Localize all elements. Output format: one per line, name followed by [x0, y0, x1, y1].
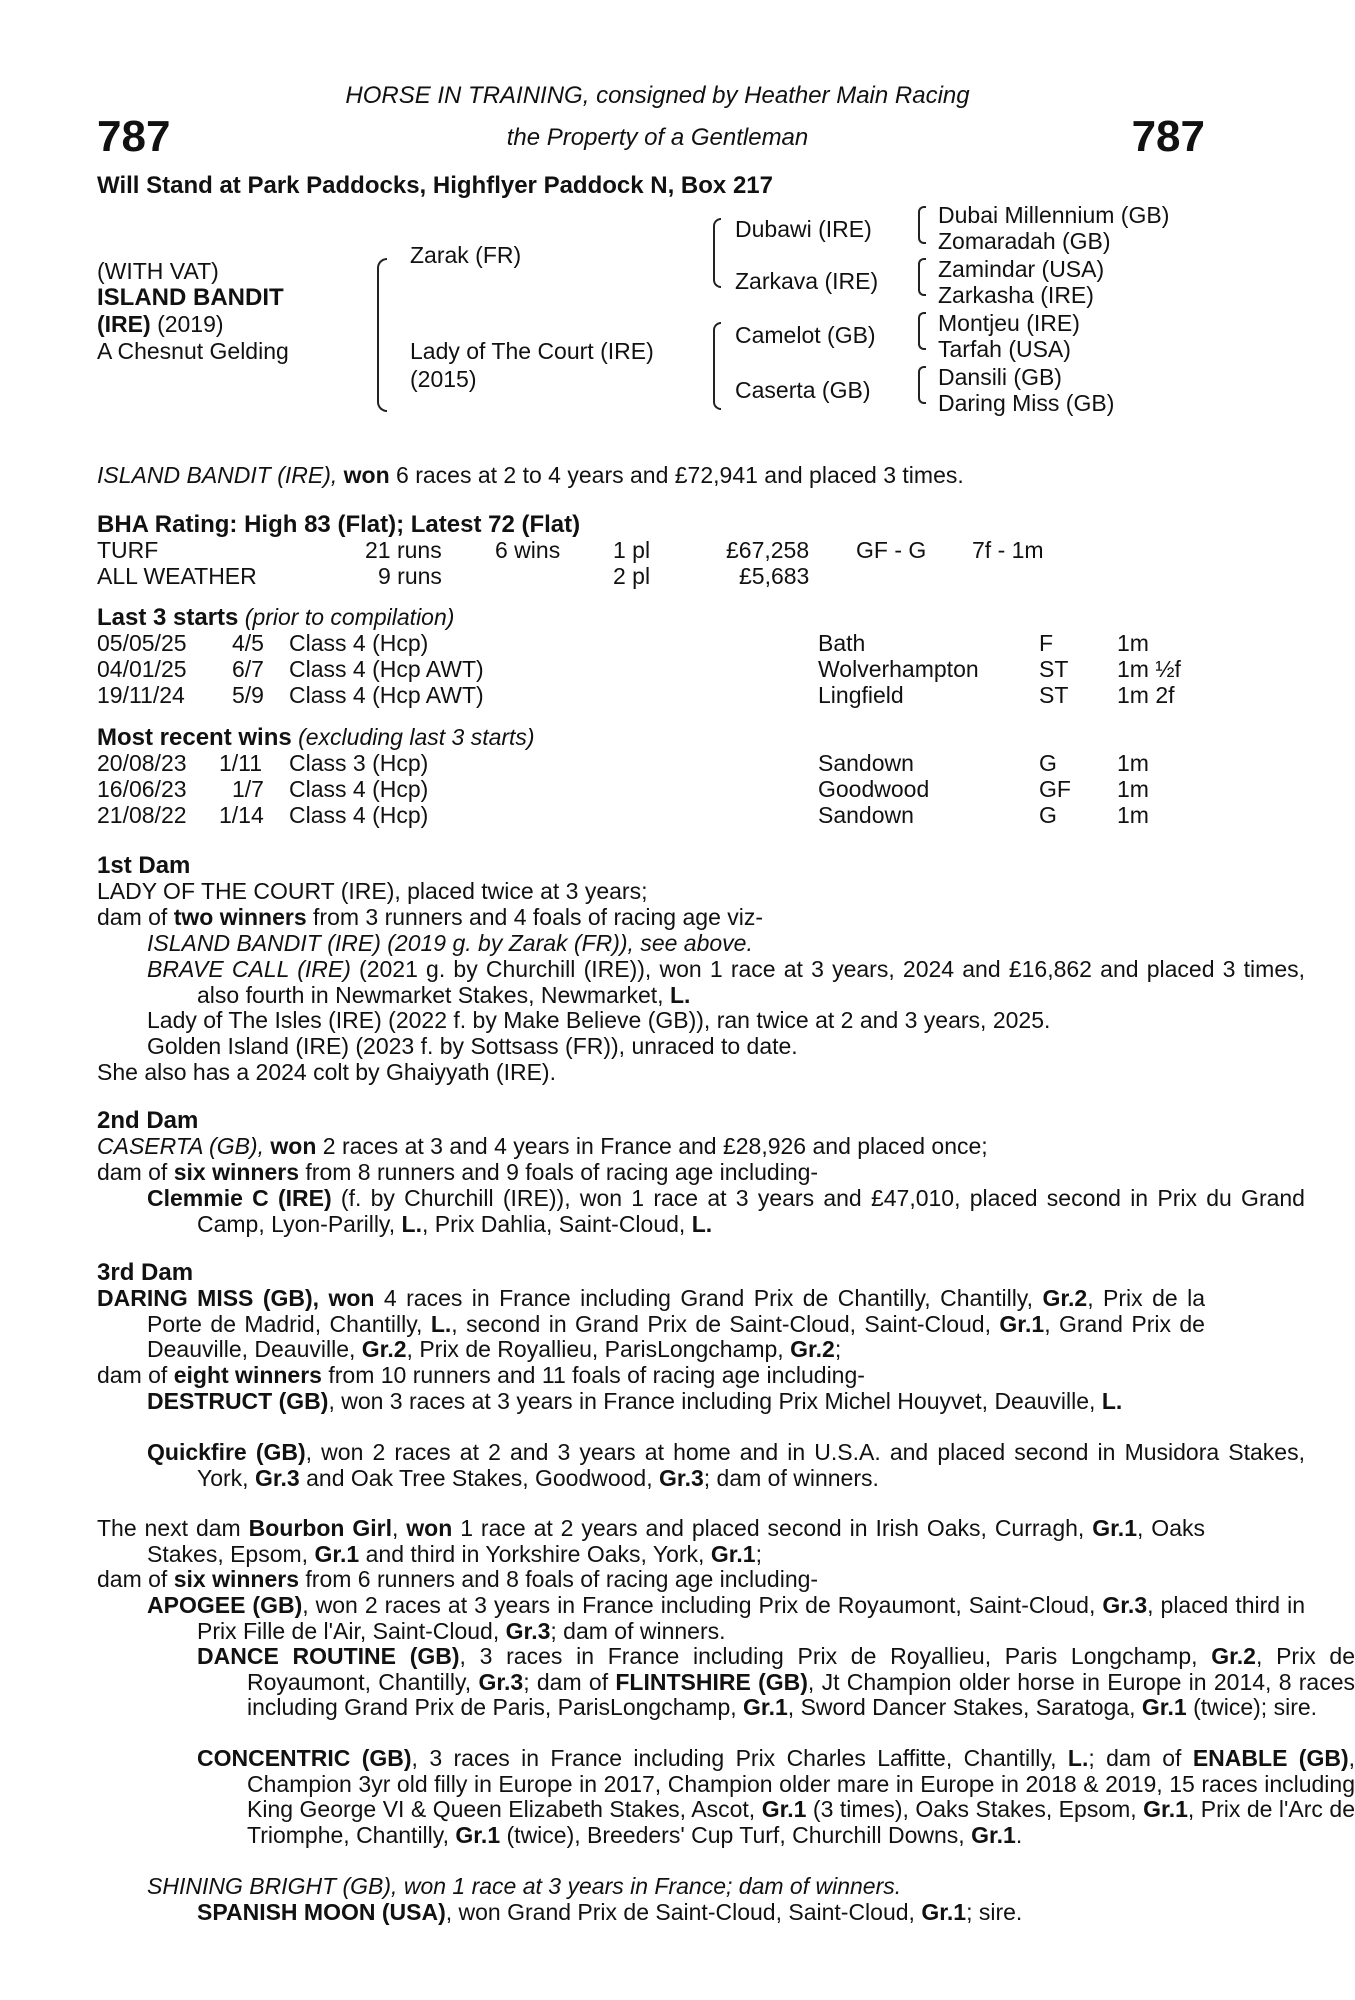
- next-apogee: APOGEE (GB), won 2 races at 3 years in France including Prix de Royaumont, Saint-Cloud, Gr.3, placed third in Prix Fille de l'Air, Saint-Cloud, Gr.3; dam of winners.: [147, 1592, 1305, 1644]
- ped-ssd: Zomaradah (GB): [938, 228, 1111, 254]
- dam-sire: Camelot (GB): [735, 322, 876, 348]
- dam3-daring-miss: DARING MISS (GB), won 4 races in France including Grand Prix de Chantilly, Chantilly, Gr.2, Prix de la Porte de Madrid, Chantilly, L., second in Grand Prix de Saint-Cloud, Saint-Cloud, Gr.1, Grand Prix de Deauville, Deauville, Gr.2, Prix de Royallieu, ParisLongchamp, Gr.2;: [97, 1285, 1205, 1362]
- ped-sss: Dubai Millennium (GB): [938, 202, 1170, 228]
- sire-dam: Zarkava (IRE): [735, 268, 879, 294]
- horse-country-year: [97, 311, 224, 338]
- brace-sire: [713, 218, 721, 288]
- horse-country: (IRE): [97, 311, 151, 337]
- pedigree-brace-main: [377, 258, 387, 412]
- dam-dam: Caserta (GB): [735, 377, 871, 403]
- brace-dd: [918, 366, 926, 404]
- horse-description: A Chesnut Gelding: [97, 338, 289, 364]
- consignor-line: HORSE IN TRAINING, consigned by Heather Main Racing: [345, 82, 970, 109]
- dam1-heading: 1st Dam: [97, 852, 191, 879]
- dam2-line2: dam of six winners from 8 runners and 9 foals of racing age including-: [97, 1159, 819, 1185]
- ped-ddd: Daring Miss (GB): [938, 390, 1115, 416]
- race-summary: ISLAND BANDIT (IRE), won 6 races at 2 to 4 years and £72,941 and placed 3 times.: [97, 462, 964, 488]
- next-dam-bourbon-girl: The next dam Bourbon Girl, won 1 race at 2 years and placed second in Irish Oaks, Curragh, Gr.1, Oaks Stakes, Epsom, Gr.1 and third in Yorkshire Oaks, York, Gr.1;: [97, 1515, 1205, 1567]
- next-dam-line2: dam of six winners from 6 runners and 8 foals of racing age including-: [97, 1566, 819, 1592]
- lot-number-left: 787: [97, 112, 171, 161]
- dam1-line3: ISLAND BANDIT (IRE) (2019 g. by Zarak (FR)), see above.: [147, 930, 753, 956]
- dam3-quickfire: Quickfire (GB), won 2 races at 2 and 3 years at home and in U.S.A. and placed second in Musidora Stakes, York, Gr.3 and Oak Tree Stakes, Goodwood, Gr.3; dam of winners.: [147, 1439, 1305, 1491]
- brace-dam: [713, 322, 721, 410]
- ped-dsd: Tarfah (USA): [938, 336, 1071, 362]
- dam: Lady of The Court (IRE): [410, 338, 654, 364]
- brace-ss: [918, 206, 926, 244]
- dam1-line6: Golden Island (IRE) (2023 f. by Sottsass (FR)), unraced to date.: [147, 1033, 798, 1059]
- ped-dss: Montjeu (IRE): [938, 310, 1080, 336]
- dam-year: (2015): [410, 366, 477, 392]
- dam1-line2: dam of two winners from 3 runners and 4 foals of racing age viz-: [97, 904, 764, 930]
- dam1-line1: LADY OF THE COURT (IRE), placed twice at 3 years;: [97, 878, 648, 904]
- dam2-clemmie: Clemmie C (IRE) (f. by Churchill (IRE)), won 1 race at 3 years and £47,010, placed second in Prix du Grand Camp, Lyon-Parilly, L., Prix Dahlia, Saint-Cloud, L.: [147, 1185, 1305, 1237]
- next-spanish-moon: SPANISH MOON (USA), won Grand Prix de Saint-Cloud, Saint-Cloud, Gr.1; sire.: [197, 1899, 1023, 1925]
- dam3-heading: 3rd Dam: [97, 1259, 194, 1286]
- sire: Zarak (FR): [410, 242, 522, 268]
- dam1-brave-call: BRAVE CALL (IRE) (2021 g. by Churchill (IRE)), won 1 race at 3 years, 2024 and £16,862 and placed 3 times, also fourth in Newmarket Stakes, Newmarket, L.: [147, 956, 1305, 1008]
- bha-rating: BHA Rating: High 83 (Flat); Latest 72 (Flat): [97, 511, 581, 538]
- dam2-line1: CASERTA (GB), won 2 races at 3 and 4 years in France and £28,926 and placed once;: [97, 1133, 988, 1159]
- brace-ds: [918, 312, 926, 350]
- dam2-heading: 2nd Dam: [97, 1107, 199, 1134]
- ped-sdd: Zarkasha (IRE): [938, 282, 1094, 308]
- next-dance-routine: DANCE ROUTINE (GB), 3 races in France including Prix de Royallieu, Paris Longchamp, Gr.2, Prix de Royaumont, Chantilly, Gr.3; dam of FLINTSHIRE (GB), Jt Champion older horse in Europe in 2014, 8 races including Grand Prix de Paris, ParisLongchamp, Gr.1, Sword Dancer Stakes, Saratoga, Gr.1 (twice); sire.: [197, 1643, 1355, 1720]
- dam3-destruct: DESTRUCT (GB), won 3 races at 3 years in France including Prix Michel Houyvet, Deauville, L.: [147, 1388, 1123, 1414]
- horse-year: (2019): [157, 311, 224, 337]
- brace-sd: [918, 258, 926, 296]
- ped-sds: Zamindar (USA): [938, 256, 1105, 282]
- lot-number-right: 787: [1131, 112, 1205, 161]
- next-concentric: CONCENTRIC (GB), 3 races in France including Prix Charles Laffitte, Chantilly, L.; dam of ENABLE (GB), Champion 3yr old filly in Europe in 2017, Champion older mare in Europe in 2018 & 2019, 15 races including King George VI & Queen Elizabeth Stakes, Ascot, Gr.1 (3 times), Oaks Stakes, Epsom, Gr.1, Prix de l'Arc de Triomphe, Chantilly, Gr.1 (twice), Breeders' Cup Turf, Churchill Downs, Gr.1.: [197, 1745, 1355, 1848]
- dam3-line2: dam of eight winners from 10 runners and 11 foals of racing age including-: [97, 1362, 865, 1388]
- vat-label: (WITH VAT): [97, 258, 219, 284]
- ped-dds: Dansili (GB): [938, 364, 1062, 390]
- next-shining-bright: SHINING BRIGHT (GB), won 1 race at 3 years in France; dam of winners.: [147, 1873, 902, 1899]
- dam1-line7: She also has a 2024 colt by Ghaiyyath (IRE).: [97, 1059, 556, 1085]
- recent-heading: Most recent wins (excluding last 3 starts): [97, 724, 535, 751]
- property-line: the Property of a Gentleman: [506, 124, 809, 151]
- sire-sire: Dubawi (IRE): [735, 216, 872, 242]
- dam1-line5: Lady of The Isles (IRE) (2022 f. by Make Believe (GB)), ran twice at 2 and 3 years, 2025.: [147, 1007, 1051, 1033]
- horse-name: ISLAND BANDIT: [97, 284, 284, 311]
- stabling-line: Will Stand at Park Paddocks, Highflyer Paddock N, Box 217: [97, 172, 773, 199]
- last3-heading: Last 3 starts (prior to compilation): [97, 604, 455, 631]
